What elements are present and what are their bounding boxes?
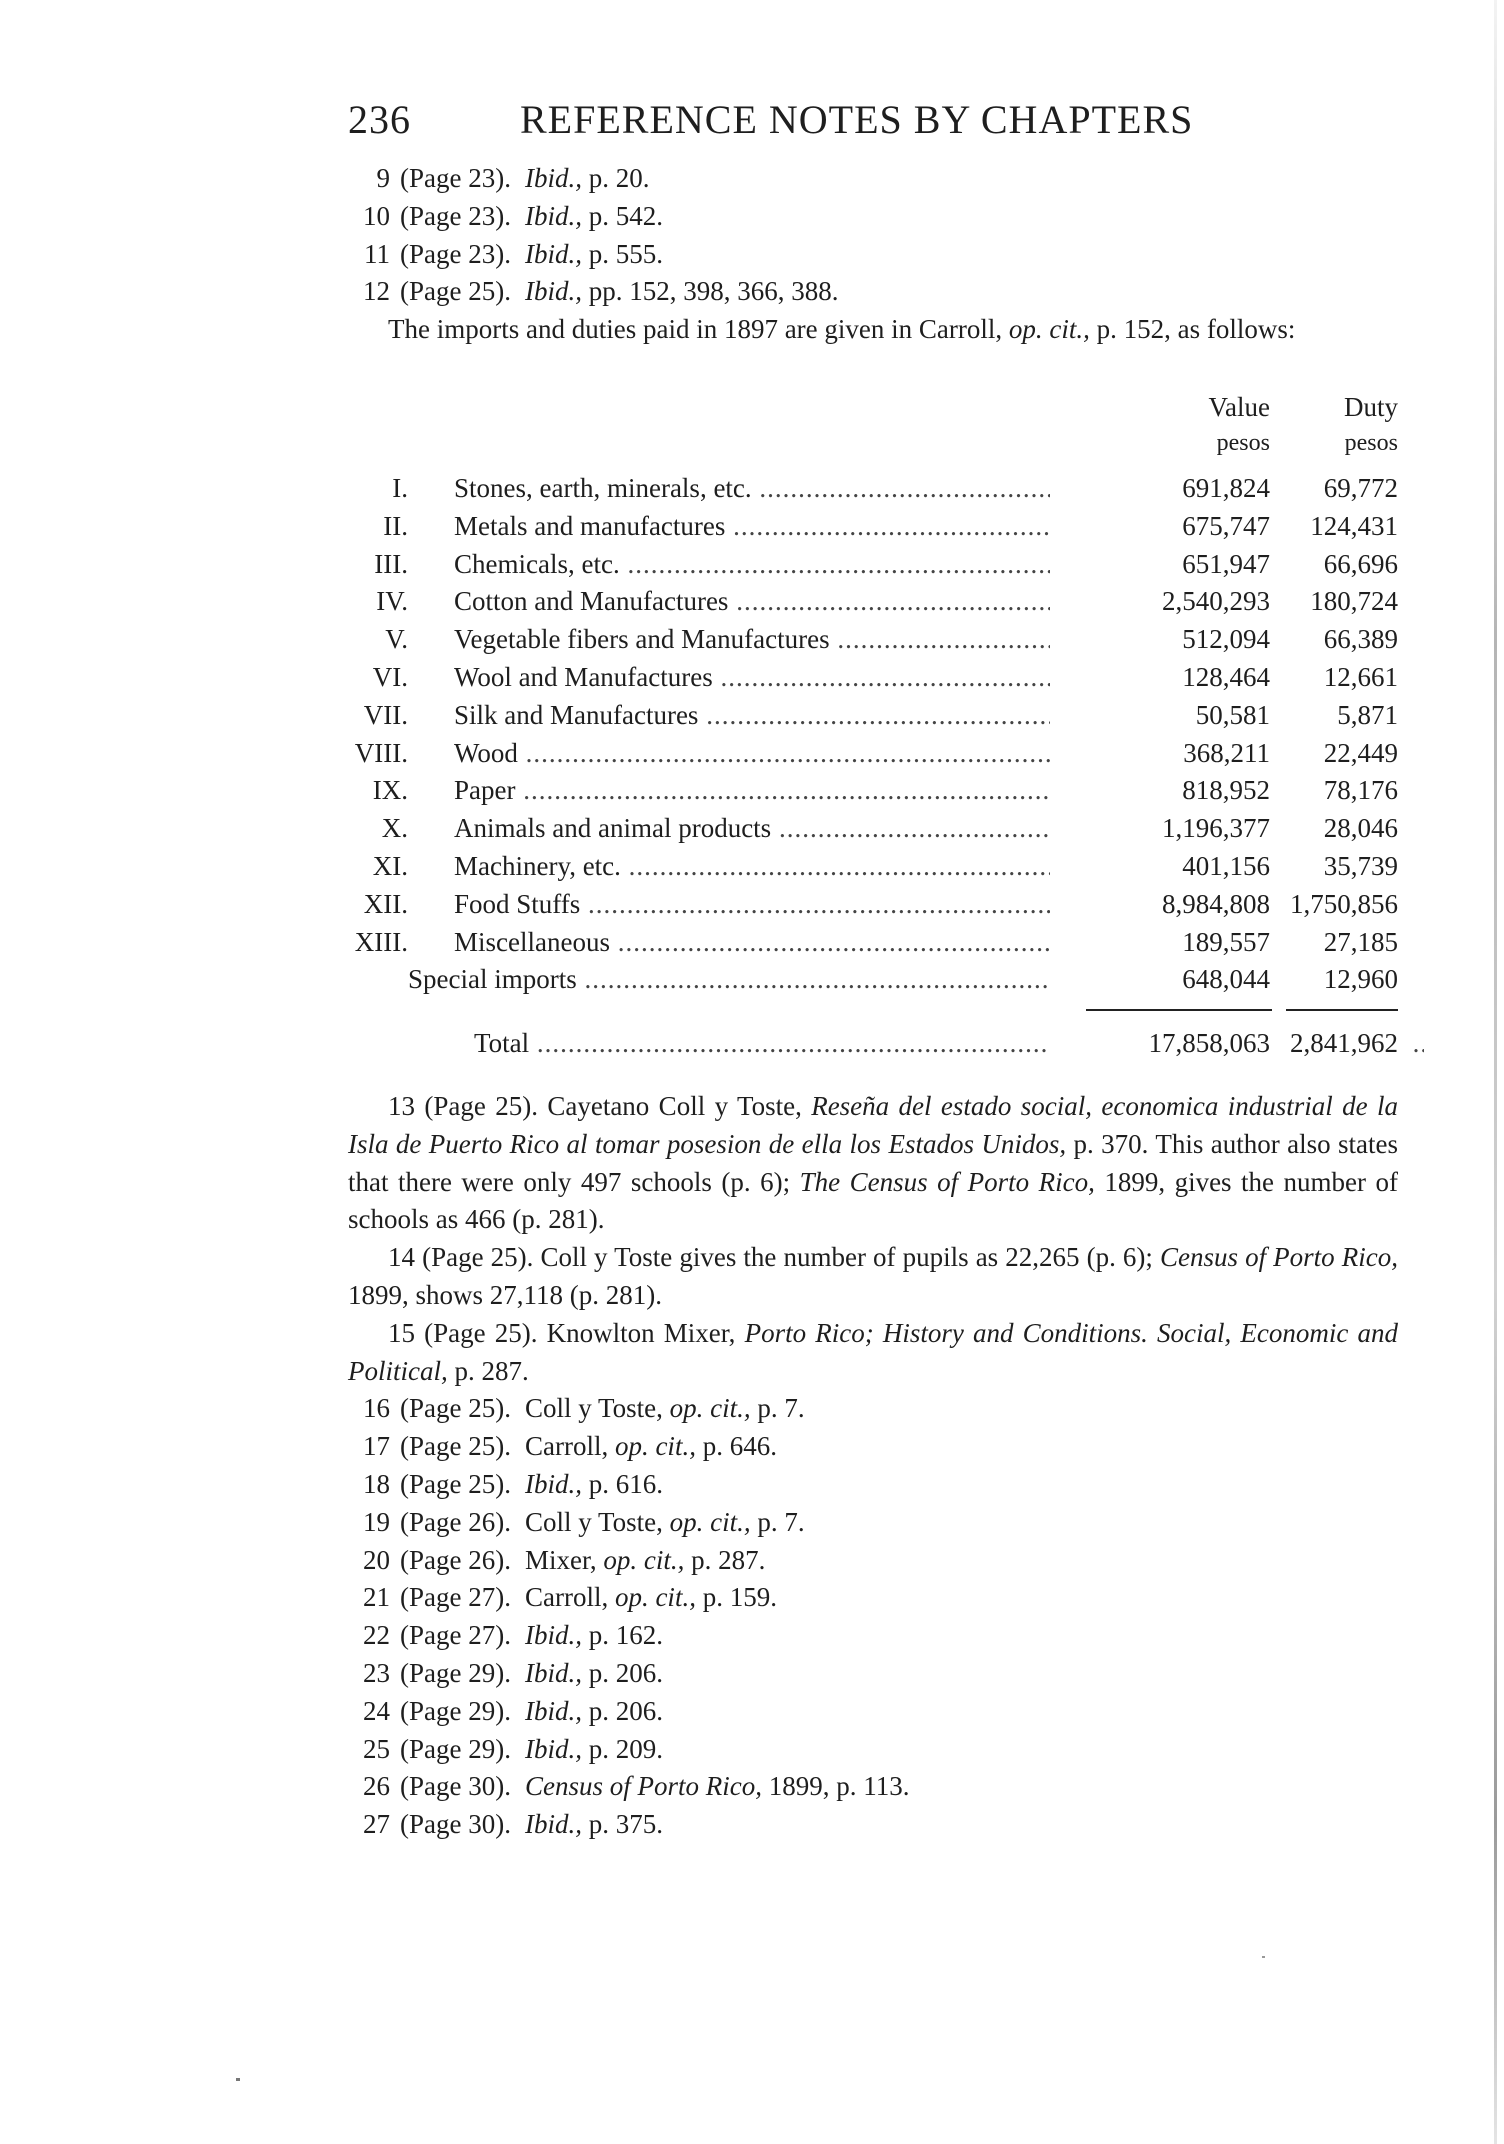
row-label: Paper ..... [454, 772, 1404, 810]
row-duty: 5,871 [1337, 699, 1398, 730]
notes-bottom [348, 1088, 1398, 1844]
table-row [348, 886, 1398, 924]
note-item: 22 (Page 27). Ibid., p. 162. [363, 1620, 663, 1651]
total-rules [348, 999, 1398, 1019]
row-numeral: XIII. [354, 926, 408, 957]
page-number: 236 [348, 97, 411, 142]
row-duty: 124,431 [1310, 510, 1398, 541]
table-row [348, 735, 1398, 773]
row-label: Miscellaneous ..... [454, 924, 1404, 962]
table-row [348, 621, 1398, 659]
row-label: Special imports ..... [408, 961, 1358, 999]
note-item: 26 (Page 30). Census of Porto Rico, 1899, p. 113. [363, 1771, 910, 1802]
table-body [348, 470, 1398, 999]
row-value: 651,947 [1182, 548, 1270, 579]
row-value: 128,464 [1182, 661, 1270, 692]
table-row [348, 508, 1398, 546]
scan-speck [236, 2078, 240, 2081]
row-value: 1,196,377 [1162, 813, 1270, 844]
row-label: Stones, earth, minerals, etc. ..... [454, 470, 1404, 508]
row-duty: 12,960 [1323, 964, 1398, 995]
page-edge [1494, 0, 1497, 2144]
row-duty: 22,449 [1323, 737, 1398, 768]
row-value: 648,044 [1182, 964, 1270, 995]
table-row [348, 546, 1398, 584]
row-numeral: II. [383, 510, 408, 541]
note-15: 15 (Page 25). Knowlton Mixer, Porto Rico; History and Conditions. Social, Economic and Political, p. 287. [348, 1317, 1398, 1386]
row-value: 368,211 [1183, 737, 1270, 768]
row-duty: 12,661 [1323, 661, 1398, 692]
duty-header: Duty [1344, 392, 1398, 422]
row-label: Metals and manufactures ..... [454, 508, 1404, 546]
row-numeral: VII. [363, 699, 408, 730]
note-item: 12 (Page 25). Ibid., pp. 152, 398, 366, 388. [363, 276, 839, 307]
row-value: 8,984,808 [1162, 888, 1270, 919]
row-label: Silk and Manufactures ..... [454, 697, 1404, 735]
note-14: 14 (Page 25). Coll y Toste gives the number of pupils as 22,265 (p. 6); Census of Porto Rico, 1899, shows 27,118 (p. 281). [348, 1242, 1398, 1310]
scan-speck [1262, 1956, 1265, 1958]
row-value: 189,557 [1182, 926, 1270, 957]
value-total-rule [1086, 1009, 1272, 1011]
note-item: 17 (Page 25). Carroll, op. cit., p. 646. [363, 1431, 777, 1462]
row-duty: 78,176 [1323, 775, 1398, 806]
intro-paragraph: The imports and duties paid in 1897 are given in Carroll, op. cit., p. 152, as follows: [388, 314, 1296, 345]
row-value: 818,952 [1182, 775, 1270, 806]
note-item: 16 (Page 25). Coll y Toste, op. cit., p. 7. [363, 1393, 805, 1424]
note-item: 18 (Page 25). Ibid., p. 616. [363, 1468, 663, 1499]
table-row [348, 848, 1398, 886]
row-numeral: IX. [372, 775, 408, 806]
note-item: 25 (Page 29). Ibid., p. 209. [363, 1733, 663, 1764]
row-duty: 66,696 [1323, 548, 1398, 579]
imports-table [348, 392, 1398, 1063]
note-item: 9 (Page 23). Ibid., p. 20. [376, 163, 650, 193]
total-value: 17,858,063 [1148, 1028, 1270, 1059]
table-row [348, 810, 1398, 848]
notes-list [348, 1390, 1398, 1844]
duty-unit: pesos [1344, 430, 1398, 456]
row-duty: 35,739 [1323, 850, 1398, 881]
row-duty: 69,772 [1323, 473, 1398, 503]
row-numeral: VI. [372, 661, 408, 692]
row-numeral: VIII. [354, 737, 408, 768]
running-head: REFERENCE NOTES BY CHAPTERS [520, 97, 1194, 142]
row-label: Animals and animal products ..... [454, 810, 1404, 848]
note-item: 11 (Page 23). Ibid., p. 555. [364, 238, 663, 269]
row-duty: 180,724 [1310, 586, 1398, 617]
table-row [348, 697, 1398, 735]
row-numeral: XI. [372, 850, 408, 881]
row-numeral: IV. [376, 586, 408, 617]
row-label: Cotton and Manufactures ..... [454, 583, 1404, 621]
duty-total-rule [1286, 1009, 1398, 1011]
row-duty: 66,389 [1323, 624, 1398, 655]
row-numeral: III. [374, 548, 408, 579]
table-header [348, 392, 1398, 470]
total-label: Total ..... [474, 1025, 1424, 1063]
value-header: Value [1208, 392, 1270, 422]
total-row [348, 1025, 1398, 1063]
row-label: Wool and Manufactures ..... [454, 659, 1404, 697]
note-13: 13 (Page 25). Cayetano Coll y Toste, Reseña del estado social, economica industrial de la Isla de Puerto Rico al tomar posesion de ella los Estados Unidos, p. 370. This author also states that there were only 497 schools (p. 6); The Census of Porto Rico, 1899, gives the number of schools as 466 (p. 281). [348, 1091, 1399, 1235]
page-header [348, 96, 1248, 156]
row-label: Wood ..... [454, 735, 1404, 773]
row-numeral: I. [392, 473, 408, 503]
note-item: 23 (Page 29). Ibid., p. 206. [363, 1657, 663, 1688]
row-value: 401,156 [1182, 850, 1270, 881]
note-item: 21 (Page 27). Carroll, op. cit., p. 159. [363, 1582, 777, 1613]
row-duty: 28,046 [1323, 813, 1398, 844]
value-unit: pesos [1216, 430, 1270, 456]
row-label: Chemicals, etc. ..... [454, 546, 1404, 584]
row-duty: 27,185 [1323, 926, 1398, 957]
row-value: 691,824 [1182, 473, 1270, 503]
row-label: Machinery, etc. ..... [454, 848, 1404, 886]
table-row [348, 470, 1398, 508]
table-row [348, 961, 1398, 999]
row-value: 50,581 [1195, 699, 1270, 730]
row-value: 675,747 [1182, 510, 1270, 541]
note-item: 20 (Page 26). Mixer, op. cit., p. 287. [363, 1544, 766, 1575]
row-duty: 1,750,856 [1290, 888, 1398, 919]
notes-top [348, 160, 1398, 349]
table-row [348, 659, 1398, 697]
row-value: 2,540,293 [1162, 586, 1270, 617]
table-row [348, 924, 1398, 962]
row-numeral: V. [385, 624, 408, 655]
note-item: 27 (Page 30). Ibid., p. 375. [363, 1809, 663, 1840]
note-item: 24 (Page 29). Ibid., p. 206. [363, 1695, 663, 1726]
table-row [348, 583, 1398, 621]
total-duty: 2,841,962 [1290, 1028, 1398, 1059]
row-label: Food Stuffs ..... [454, 886, 1404, 924]
row-value: 512,094 [1182, 624, 1270, 655]
note-item: 19 (Page 26). Coll y Toste, op. cit., p. 7. [363, 1506, 805, 1537]
row-numeral: X. [381, 813, 408, 844]
note-item: 10 (Page 23). Ibid., p. 542. [363, 200, 663, 231]
table-row [348, 772, 1398, 810]
row-label: Vegetable fibers and Manufactures ..... [454, 621, 1404, 659]
row-numeral: XII. [363, 888, 408, 919]
